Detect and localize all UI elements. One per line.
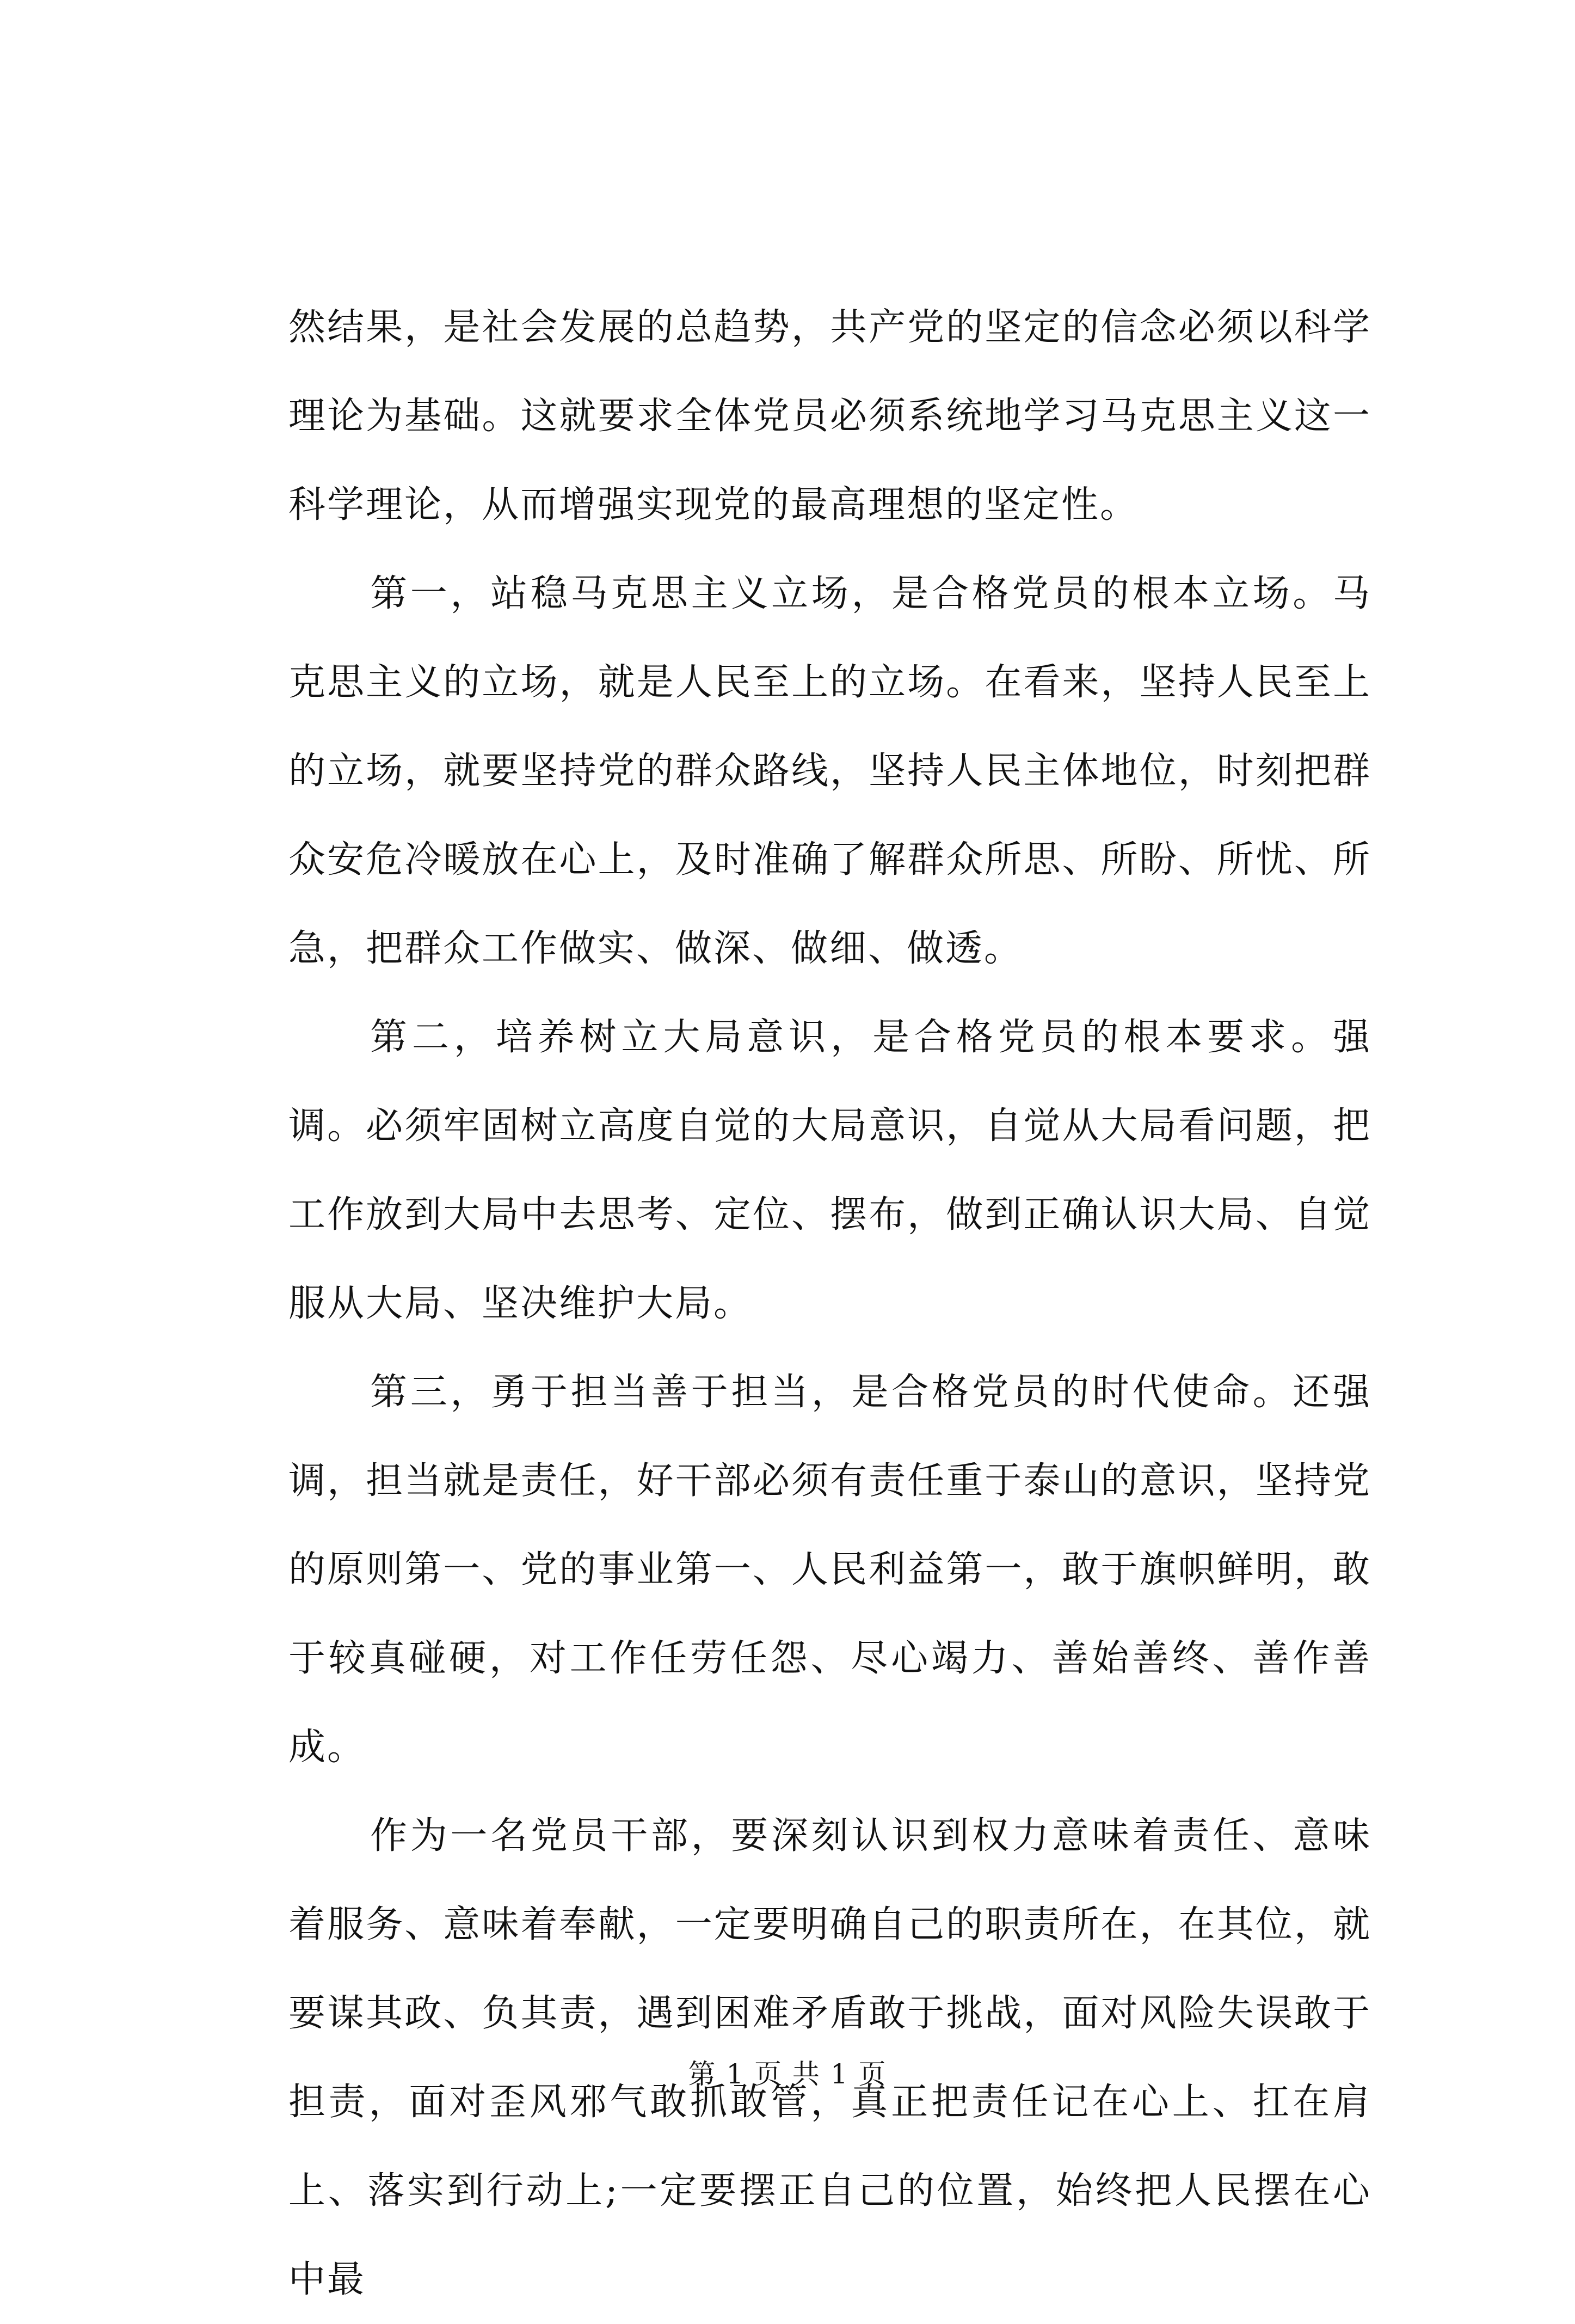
paragraph-party-member: 作为一名党员干部，要深刻认识到权力意味着责任、意味着服务、意味着奉献，一定要明确自己的职责所在，在其位，就要谋其政、负其责，遇到困难矛盾敢于挑战，面对风险失误敢于担责，面对歪风邪气敢抓敢管，真正把责任记在心上、扛在肩上、落实到行动上;一定要摆正自己的位置，始终把人民摆在心中最 — [288, 1814, 1371, 2301]
document-body — [288, 283, 1371, 2324]
paragraph-first-point: 第一，站稳马克思主义立场，是合格党员的根本立场。马克思主义的立场，就是人民至上的立场。在看来，坚持人民至上的立场，就要坚持党的群众路线，坚持人民主体地位，时刻把群众安危冷暖放在心上，及时准确了解群众所思、所盼、所忧、所急，把群众工作做实、做深、做细、做透。 — [288, 572, 1371, 970]
page-number-footer: 第 1 页 共 1 页 — [688, 2058, 887, 2090]
paragraph-third-point: 第三，勇于担当善于担当，是合格党员的时代使命。还强调，担当就是责任，好干部必须有责任重于泰山的意识，坚持党的原则第一、党的事业第一、人民利益第一，敢于旗帜鲜明，敢于较真碰硬，对工作任劳任怨、尽心竭力、善始善终、善作善成。 — [288, 1371, 1371, 1769]
paragraph-continuation: 然结果，是社会发展的总趋势，共产党的坚定的信念必须以科学理论为基础。这就要求全体党员必须系统地学习马克思主义这一科学理论，从而增强实现党的最高理想的坚定性。 — [288, 306, 1371, 526]
paragraph-second-point: 第二，培养树立大局意识，是合格党员的根本要求。强调。必须牢固树立高度自觉的大局意识，自觉从大局看问题，把工作放到大局中去思考、定位、摆布，做到正确认识大局、自觉服从大局、坚决维护大局。 — [288, 1016, 1371, 1325]
